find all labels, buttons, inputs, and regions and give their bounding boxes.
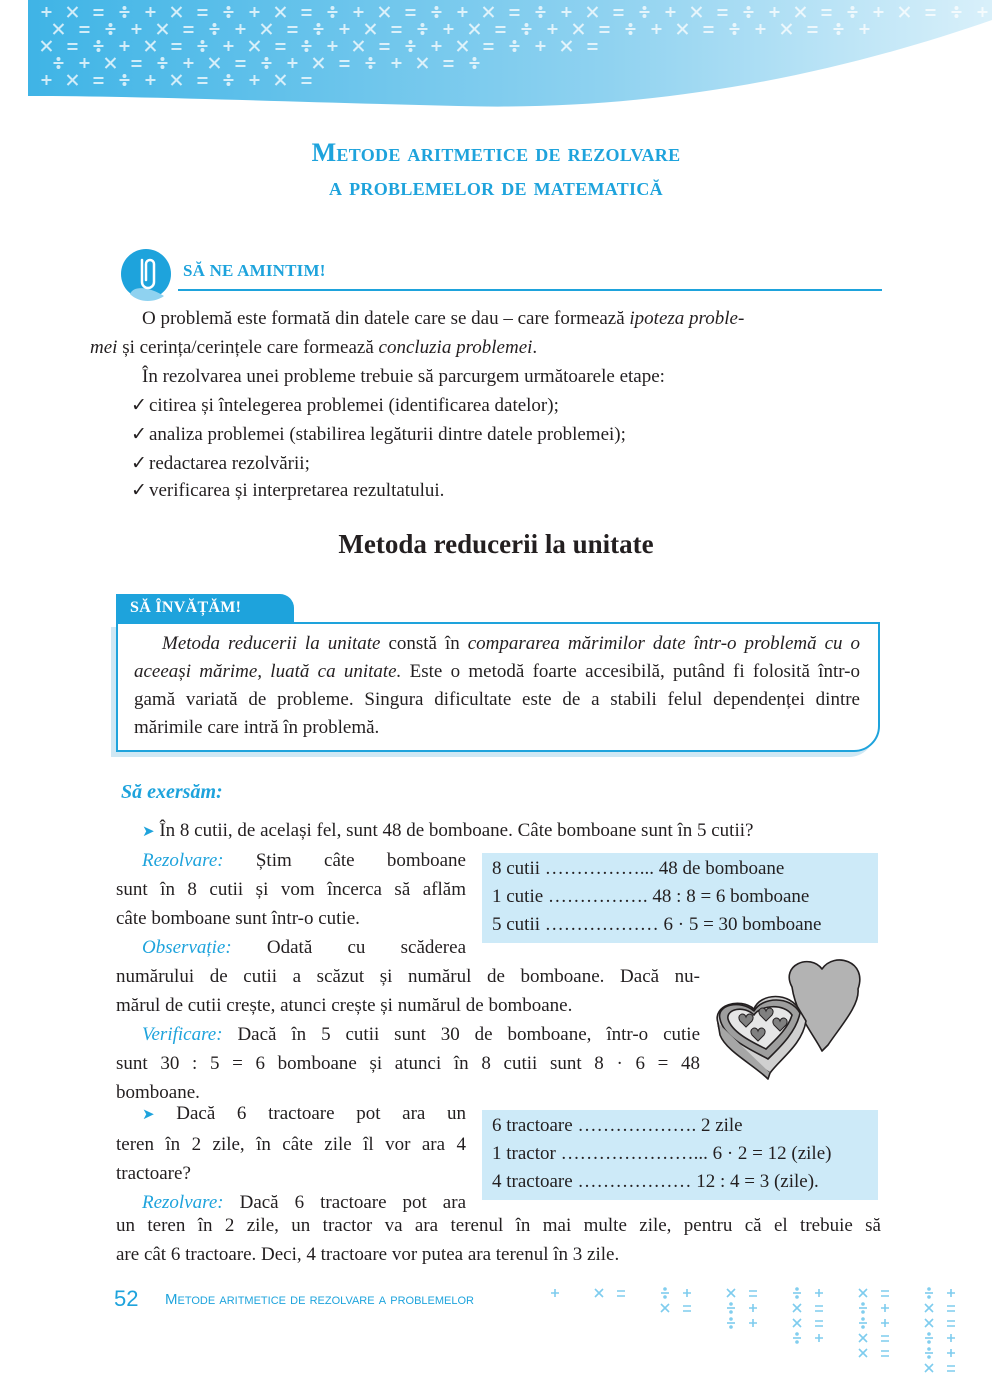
solution-1-line2: sunt în 8 cutii și vom încerca să aflăm: [116, 879, 466, 900]
calc-row: 8 cutii ……………... 48 de bomboane: [492, 858, 785, 879]
footer-decoration: [545, 1283, 992, 1389]
learn-term-definition: compararea mărimilor date într-o problemă cu o aceeași mărime, luată ca unitate.: [134, 633, 861, 682]
calc-box-2: [482, 1110, 878, 1200]
solution-1: [116, 846, 466, 962]
calc-row: 6 tractoare ………………. 2 zile: [492, 1115, 743, 1136]
remember-label: SĂ NE AMINTIM!: [183, 261, 326, 280]
check-icon: ✓: [131, 480, 147, 501]
problem-2-line3: tractoare?: [116, 1163, 191, 1184]
step-text: citirea și întelegerea problemei (identificarea datelor);: [149, 395, 559, 416]
verification-line2: sunt 30 : 5 = 6 bomboane și atunci în 8 cutii sunt 8 · 6 = 48: [116, 1053, 700, 1074]
remember-term-hypothesis-a: ipoteza proble-: [629, 308, 745, 329]
verification-line1: Dacă în 5 cutii sunt 30 de bomboane, într-o cutie: [222, 1024, 700, 1045]
check-icon: ✓: [131, 453, 147, 474]
remember-term-hypothesis-b: mei: [90, 337, 118, 358]
remember-term-conclusion: concluzia problemei: [378, 337, 533, 358]
remember-steps-intro: În rezolvarea unei probleme trebuie să parcurgem următoarele etape:: [142, 366, 665, 387]
learn-text-d: Este o metodă foarte accesibilă, putând fi folosită într-o gamă variată de probleme. Singura dificultate este de a stabili felul dependenței dintre mărimile care intră în problemă.: [134, 661, 860, 738]
step-text: verificarea și interpretarea rezultatului.: [149, 480, 445, 501]
problem-2-line2: teren în 2 zile, în câte zile îl vor ara 4: [116, 1134, 466, 1155]
check-icon: ✓: [131, 395, 147, 416]
arrow-bullet-icon: ➤: [142, 824, 155, 840]
arrow-bullet-icon: ➤: [142, 1107, 155, 1123]
exercise-heading: Să exersăm:: [121, 781, 223, 803]
solution-label: Rezolvare:: [142, 1192, 224, 1213]
calc-row: 1 tractor …………………... 6 · 2 = 12 (zile): [492, 1143, 832, 1164]
problem-2-line1: Dacă 6 tractoare pot ara un: [176, 1103, 467, 1124]
calc-box-1: [482, 853, 878, 943]
calc-row: 5 cutii ……………… 6 · 5 = 30 bomboane: [492, 914, 822, 935]
solution-1-line3: câte bomboane sunt într-o cutie.: [116, 908, 360, 929]
remember-text-a: O problemă este formată din datele care se dau – care formează: [142, 308, 630, 329]
remember-text-f: .: [532, 337, 538, 358]
page-number: 52: [114, 1286, 139, 1311]
observation-label: Observație:: [142, 937, 232, 958]
verification-line3: bomboane.: [116, 1082, 200, 1103]
solution-2-line1: Dacă 6 tractoare pot ara: [223, 1192, 466, 1213]
step-text: analiza problemei (stabilirea legăturii dintre datele problemei);: [149, 424, 626, 445]
problem-1: [142, 816, 753, 847]
observation-line1: Odată cu scăderea: [231, 937, 466, 958]
solution-1-line1: Știm câte bomboane: [223, 850, 466, 871]
step-item: [131, 420, 626, 449]
header-banner: [28, 0, 992, 115]
verification-label: Verificare:: [142, 1024, 223, 1045]
page-title-line1: Metode aritmetice de rezolvare: [311, 138, 681, 167]
learn-tab-label: SĂ ÎNVĂȚĂM!: [116, 594, 294, 622]
problem-2: [116, 1099, 466, 1217]
check-icon: ✓: [131, 424, 147, 445]
page-title-line2: a problemelor de matematică: [329, 172, 663, 201]
footer-title: Metode aritmetice de rezolvare a problemelor: [165, 1291, 474, 1308]
step-item: [131, 391, 559, 420]
learn-box: [116, 622, 880, 752]
solution-2-line2: un teren în 2 zile, un tractor va ara terenul în mai multe zile, pentru că el trebuie să: [116, 1215, 881, 1236]
calc-row: 1 cutie ……………. 48 : 8 = 6 bomboane: [492, 886, 810, 907]
solution-label: Rezolvare:: [142, 850, 224, 871]
calc-row: 4 tractoare ……………… 12 : 4 = 3 (zile).: [492, 1171, 819, 1192]
remember-divider: [178, 289, 882, 291]
problem-1-text: În 8 cutii, de același fel, sunt 48 de bomboane. Câte bomboane sunt în 5 cutii?: [159, 820, 754, 841]
observation-verification: [116, 962, 700, 1107]
observation-line2: numărului de cutii a scăzut și numărul de bomboane. Dacă nu-: [116, 966, 700, 987]
step-item: [131, 476, 444, 505]
solution-2-line3: are cât 6 tractoare. Deci, 4 tractoare vor putea ara terenul în 3 zile.: [116, 1244, 620, 1265]
learn-text-b: constă în: [380, 633, 468, 654]
observation-line3: mărul de cutii crește, atunci crește și numărul de bomboane.: [116, 995, 573, 1016]
page-title: [120, 136, 872, 204]
learn-term-method: Metoda reducerii la unitate: [162, 633, 381, 654]
paperclip-icon: [112, 244, 182, 304]
method-title: Metoda reducerii la unitate: [338, 529, 654, 559]
step-text: redactarea rezolvării;: [149, 453, 310, 474]
step-item: [131, 449, 310, 478]
candy-box-illustration: [710, 955, 896, 1081]
remember-text-d: și cerința/cerințele care formează: [117, 337, 379, 358]
remember-paragraph: [90, 304, 881, 362]
solution-2-continued: [116, 1211, 881, 1269]
